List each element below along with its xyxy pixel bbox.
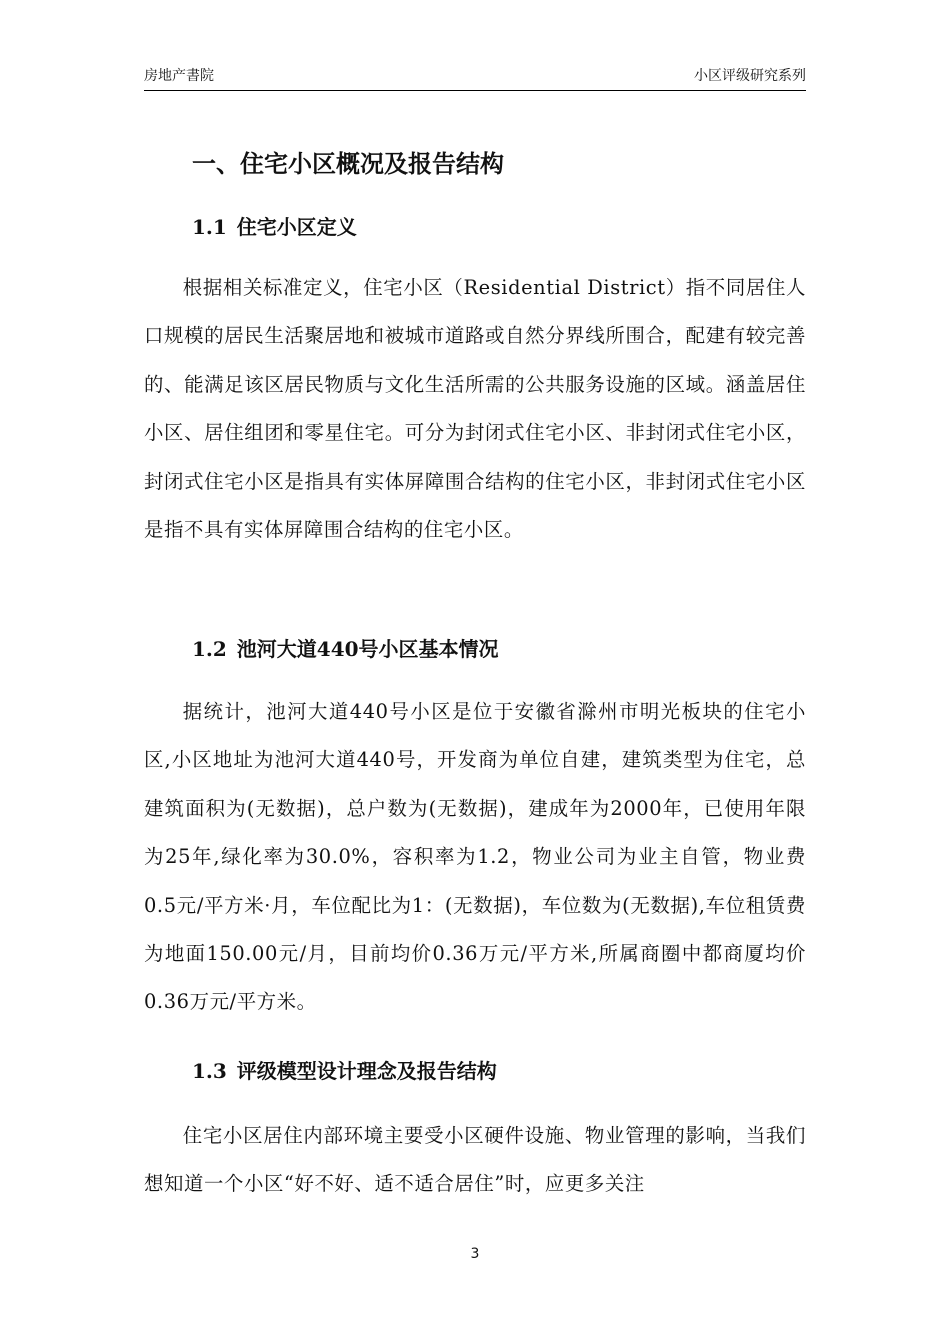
section-title-text: 池河大道440号小区基本情况	[236, 637, 499, 661]
section-title-text: 评级模型设计理念及报告结构	[236, 1059, 497, 1083]
section-1-2-paragraph: 据统计，池河大道440号小区是位于安徽省滁州市明光板块的住宅小区,小区地址为池河大道440号，开发商为单位自建，建筑类型为住宅，总建筑面积为(无数据)，总户数为(无数据)，建成年为2000年，已使用年限为25年,绿化率为30.0%，容积率为1.2，物业公司为业主自管，物业费0.5元/平方米·月，车位配比为1：(无数据)，车位数为(无数据),车位租赁费为地面150.00元/月，目前均价0.36万元/平方米,所属商圈中都商厦均价0.36万元/平方米。	[144, 700, 806, 1014]
page-header	[144, 66, 806, 91]
chapter-title: 一、住宅小区概况及报告结构	[192, 150, 504, 178]
section-number: 1.2	[192, 637, 227, 661]
header-publisher: 房地产書院	[144, 68, 214, 84]
section-heading-1-1	[192, 210, 357, 244]
page-number: 3	[470, 1246, 480, 1262]
section-title-text: 住宅小区定义	[236, 215, 357, 239]
section-number: 1.1	[192, 215, 227, 239]
section-number: 1.3	[192, 1059, 227, 1083]
section-heading-1-2	[192, 632, 499, 666]
header-series-title: 小区评级研究系列	[694, 68, 806, 84]
section-1-3-paragraph: 住宅小区居住内部环境主要受小区硬件设施、物业管理的影响，当我们想知道一个小区“好不好、适不适合居住”时，应更多关注	[144, 1124, 806, 1196]
section-heading-1-3	[192, 1054, 497, 1088]
section-1-1-paragraph: 根据相关标准定义，住宅小区（Residential District）指不同居住人口规模的居民生活聚居地和被城市道路或自然分界线所围合，配建有较完善的、能满足该区居民物质与文化生活所需的公共服务设施的区域。涵盖居住小区、居住组团和零星住宅。可分为封闭式住宅小区、非封闭式住宅小区，封闭式住宅小区是指具有实体屏障围合结构的住宅小区，非封闭式住宅小区是指不具有实体屏障围合结构的住宅小区。	[144, 276, 806, 542]
